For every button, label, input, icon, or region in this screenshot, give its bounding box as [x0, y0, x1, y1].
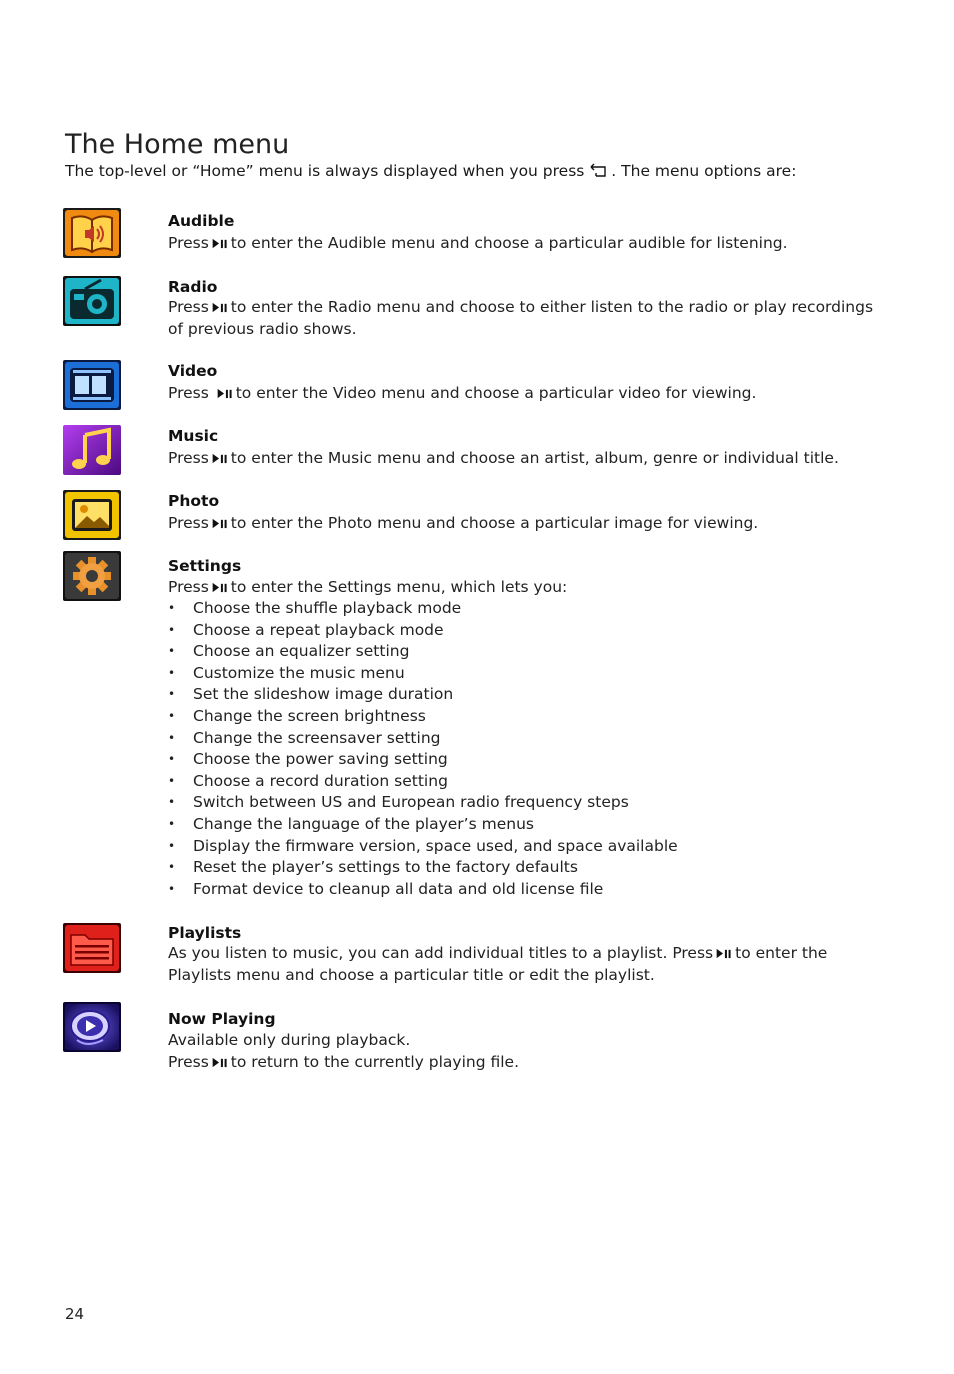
photo-description [168, 512, 878, 534]
page-title: The Home menu [65, 129, 290, 160]
now-playing-description-text: to return to the currently playing file. [230, 1053, 520, 1071]
video-description [168, 382, 878, 404]
radio-description-text: to enter the Radio menu and choose to either listen to the radio or play recordings of previous radio shows. [168, 298, 874, 338]
list-item [168, 684, 678, 706]
radio-heading: Radio [168, 278, 218, 296]
music-heading: Music [168, 427, 219, 445]
play-pause-icon [211, 1057, 229, 1068]
play-pause-icon [211, 518, 229, 529]
list-item [168, 836, 678, 858]
now-playing-description [168, 1051, 878, 1073]
video-film-icon [63, 360, 121, 410]
list-item-text: Choose a repeat playback mode [193, 620, 444, 639]
list-item [168, 792, 678, 814]
settings-description [168, 576, 878, 598]
bullet: • [168, 860, 176, 875]
settings-heading: Settings [168, 557, 242, 575]
playlists-description-start: As you listen to music, you can add individual titles to a playlist. Press [168, 944, 714, 962]
press-label: Press [168, 298, 209, 316]
list-item-text: Choose the power saving setting [193, 750, 448, 769]
list-item-text: Display the firmware version, space used, and space available [193, 836, 678, 855]
home-return-icon [589, 163, 611, 179]
gear-icon [63, 551, 121, 601]
bullet: • [168, 644, 176, 659]
press-label: Press [168, 384, 209, 402]
list-item-text: Change the screen brightness [193, 706, 426, 725]
list-item-text: Customize the music menu [193, 663, 405, 682]
intro-text-end: . The menu options are: [611, 162, 797, 180]
playlists-description [168, 942, 878, 986]
play-pause-icon [211, 302, 229, 313]
press-label: Press [168, 514, 209, 532]
intro-text [65, 160, 796, 182]
bullet: • [168, 730, 176, 745]
music-description [168, 447, 878, 469]
settings-description-text: to enter the Settings menu, which lets you: [230, 578, 568, 596]
bullet: • [168, 881, 176, 896]
list-item-text: Choose an equalizer setting [193, 642, 410, 661]
intro-text-start: The top-level or “Home” menu is always displayed when you press [65, 162, 590, 180]
list-item [168, 641, 678, 663]
play-pause-icon [211, 238, 229, 249]
now-playing-line-1: Available only during playback. [168, 1031, 411, 1049]
bullet: • [168, 622, 176, 637]
press-label: Press [168, 1053, 209, 1071]
radio-icon [63, 276, 121, 326]
list-item-text: Choose the shuffle playback mode [193, 599, 462, 617]
playlist-folder-icon [63, 923, 121, 973]
music-note-icon [63, 425, 121, 475]
photo-picture-icon [63, 490, 121, 540]
bullet: • [168, 752, 176, 767]
bullet: • [168, 601, 176, 615]
playlists-description-end: to enter the Playlists menu and choose a particular title or edit the playlist. [168, 944, 828, 984]
bullet: • [168, 795, 176, 810]
list-item [168, 663, 678, 685]
audible-heading: Audible [168, 212, 235, 230]
video-heading: Video [168, 362, 218, 380]
list-item [168, 879, 678, 901]
photo-description-text: to enter the Photo menu and choose a particular image for viewing. [230, 514, 759, 532]
bullet: • [168, 687, 176, 702]
settings-options-list [168, 598, 678, 900]
music-description-text: to enter the Music menu and choose an artist, album, genre or individual title. [230, 449, 839, 467]
radio-description [168, 296, 878, 340]
play-pause-icon [211, 453, 229, 464]
bullet: • [168, 816, 176, 831]
bullet: • [168, 773, 176, 788]
photo-heading: Photo [168, 492, 220, 510]
list-item [168, 749, 678, 771]
list-item-text: Format device to cleanup all data and old license file [193, 879, 604, 898]
now-playing-disc-icon [63, 1002, 121, 1052]
list-item [168, 728, 678, 750]
list-item [168, 620, 678, 642]
list-item-text: Change the screensaver setting [193, 728, 441, 747]
list-item-text: Reset the player’s settings to the factory defaults [193, 858, 578, 877]
bullet: • [168, 838, 176, 853]
list-item [168, 706, 678, 728]
list-item [168, 598, 678, 620]
playlists-heading: Playlists [168, 924, 242, 942]
play-pause-icon [211, 582, 229, 593]
list-item-text: Choose a record duration setting [193, 771, 448, 790]
play-pause-icon [216, 388, 234, 399]
press-label: Press [168, 578, 209, 596]
list-item-text: Change the language of the player’s menus [193, 814, 534, 833]
page-number: 24 [65, 1305, 85, 1323]
list-item [168, 814, 678, 836]
now-playing-heading: Now Playing [168, 1010, 276, 1028]
video-description-text: to enter the Video menu and choose a particular video for viewing. [235, 384, 757, 402]
press-label: Press [168, 449, 209, 467]
list-item-text: Switch between US and European radio frequency steps [193, 793, 629, 812]
list-item [168, 771, 678, 793]
bullet: • [168, 708, 176, 723]
bullet: • [168, 665, 176, 680]
play-pause-icon [715, 948, 733, 959]
audible-book-icon [63, 208, 121, 258]
list-item [168, 857, 678, 879]
press-label: Press [168, 234, 209, 252]
audible-description-text: to enter the Audible menu and choose a particular audible for listening. [230, 234, 788, 252]
list-item-text: Set the slideshow image duration [193, 685, 454, 704]
audible-description [168, 232, 878, 254]
